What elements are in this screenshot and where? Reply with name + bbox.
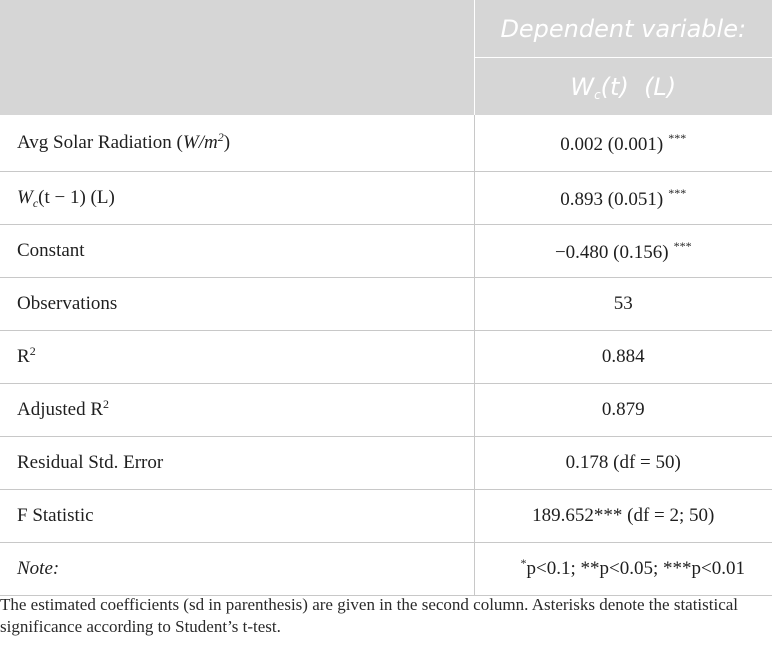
table-row-solar	[0, 115, 772, 172]
note-first-star: *	[520, 556, 527, 570]
adj-r2-label-base: Adjusted R	[17, 399, 104, 420]
row-label-fstat: F Statistic	[0, 490, 474, 543]
dependent-variable-symbol	[474, 58, 772, 116]
table-row-adjusted-r2	[0, 384, 772, 437]
row-value-adjusted-r2: 0.879	[474, 384, 772, 437]
row-value-r2: 0.884	[474, 331, 772, 384]
constant-stars: ***	[673, 238, 692, 253]
table-row-constant	[0, 225, 772, 278]
table-row-note	[0, 543, 772, 596]
row-label-observations: Observations	[0, 278, 474, 331]
row-value-constant	[474, 225, 772, 278]
row-label-r2	[0, 331, 474, 384]
solar-label-prefix: Avg Solar Radiation (	[17, 132, 183, 153]
row-label-residual: Residual Std. Error	[0, 437, 474, 490]
table-body	[0, 115, 772, 596]
row-label-adjusted-r2	[0, 384, 474, 437]
row-value-lag	[474, 172, 772, 225]
note-significance-text: p<0.1; **p<0.05; ***p<0.01	[526, 558, 745, 579]
solar-stars: ***	[668, 130, 687, 145]
row-label-note: Note:	[0, 543, 474, 596]
row-label-constant: Constant	[0, 225, 474, 278]
lag-value: 0.893 (0.051)	[560, 188, 664, 210]
dependent-variable-heading: Dependent variable:	[474, 0, 772, 58]
adj-r2-label-sup: 2	[103, 397, 110, 411]
dv-symbol-sub: c	[594, 87, 601, 102]
constant-value: −0.480 (0.156)	[554, 241, 669, 263]
table-footnote: The estimated coefficients (sd in parenthesis) are given in the second column. Asterisks denote the statistical significance according to Student’s t-test.	[0, 595, 739, 636]
table-row-fstat	[0, 490, 772, 543]
solar-label-suffix: )	[223, 132, 231, 153]
row-value-residual: 0.178 (df = 50)	[474, 437, 772, 490]
row-value-fstat: 189.652*** (df = 2; 50)	[474, 490, 772, 543]
solar-label-sup: 2	[217, 130, 224, 144]
table-row-lag	[0, 172, 772, 225]
table-header	[0, 0, 772, 115]
row-value-note	[474, 543, 772, 596]
table-row-observations	[0, 278, 772, 331]
row-value-solar	[474, 115, 772, 172]
row-label-solar	[0, 115, 474, 172]
header-blank-cell	[0, 0, 474, 115]
dv-symbol-rest: (t) (L)	[600, 72, 677, 101]
solar-value: 0.002 (0.001)	[560, 133, 664, 155]
dv-symbol-base: W	[570, 72, 595, 101]
row-value-observations: 53	[474, 278, 772, 331]
lag-label-base: W	[17, 187, 33, 208]
lag-label-rest: (t − 1) (L)	[38, 187, 115, 208]
lag-label-sub: c	[32, 196, 39, 210]
solar-label-unit: W/m	[182, 132, 218, 153]
table-row-residual	[0, 437, 772, 490]
row-label-lag	[0, 172, 474, 225]
r2-label-base: R	[17, 346, 30, 367]
lag-stars: ***	[668, 185, 687, 200]
table-row-r2	[0, 331, 772, 384]
r2-label-sup: 2	[29, 344, 36, 358]
